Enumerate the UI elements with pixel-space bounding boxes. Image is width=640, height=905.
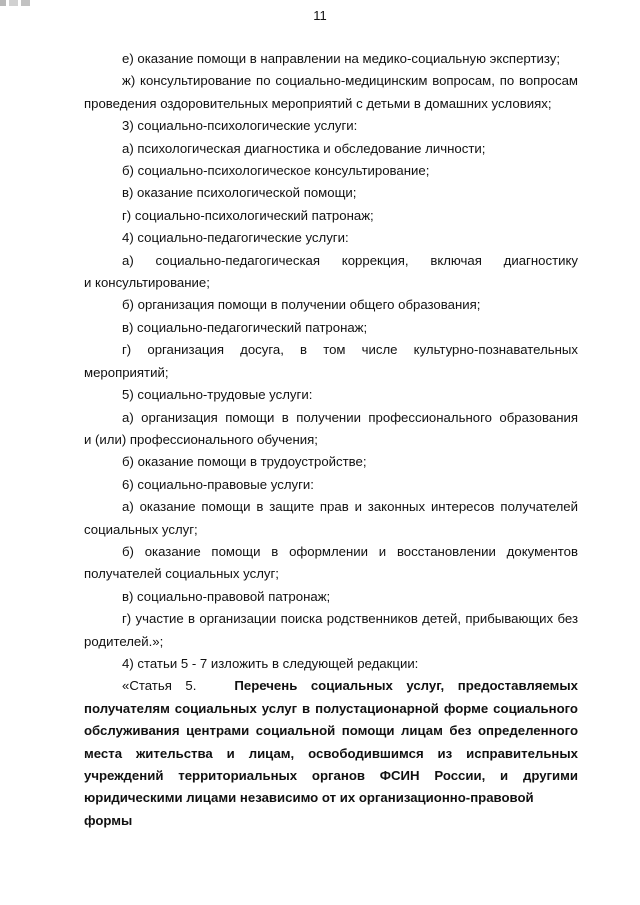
item-zh-consulting-line2: проведения оздоровительных мероприятий с детьми в домашних условиях; (84, 95, 552, 111)
item-6g-line2: родителей.»; (84, 633, 164, 649)
item-6b-line2: получателей социальных услуг; (84, 566, 279, 582)
item-6a-line1: а) оказание помощи в защите прав и законных интересов получателей (122, 499, 578, 515)
item-4v: в) социально-педагогический патронаж; (122, 319, 368, 335)
document-body (84, 48, 578, 832)
item-e-medical-expertise: е) оказание помощи в направлении на медико-социальную экспертизу; (122, 51, 561, 66)
article-5-title-line5: учреждений территориальных органов ФСИН России, и другими (84, 768, 578, 783)
article-5-title-line1 (84, 675, 578, 697)
amendment-instruction: 4) статьи 5 - 7 изложить в следующей редакции: (122, 655, 419, 671)
page-number: 11 (313, 8, 327, 23)
item-4g-line2: мероприятий; (84, 364, 169, 380)
item-6v: в) социально-правовой патронаж; (122, 588, 331, 604)
item-zh-consulting-line1: ж) консультирование по социально-медицинским вопросам, по вопросам (122, 73, 578, 89)
item-3b: б) социально-психологическое консультирование; (122, 163, 430, 179)
article-5-title-line2: получателям социальных услуг в полустационарной форме социального (84, 700, 578, 716)
item-3v: в) оказание психологической помощи; (122, 185, 357, 201)
section-3-heading: 3) социально-психологические услуги: (122, 118, 358, 134)
item-5a-line1: а) организация помощи в получении профессионального образования (122, 409, 578, 425)
section-4-heading: 4) социально-педагогические услуги: (122, 230, 349, 246)
item-4a-line1: а) социально-педагогическая коррекция, включая диагностику (122, 252, 578, 268)
item-5a-line2: и (или) профессионального обучения; (84, 431, 318, 447)
item-5b: б) оказание помощи в трудоустройстве; (122, 454, 367, 470)
item-4g-line1: г) организация досуга, в том числе культурно-познавательных (122, 342, 578, 358)
item-6b-line1: б) оказание помощи в оформлении и восстановлении документов (122, 543, 578, 559)
scan-corner-mark (0, 0, 30, 6)
item-6a-line2: социальных услуг; (84, 521, 198, 537)
item-4a-line2: и консультирование; (84, 275, 210, 291)
section-5-heading: 5) социально-трудовые услуги: (122, 387, 313, 403)
item-3a: а) психологическая диагностика и обследование личности; (122, 140, 486, 156)
section-6-heading: 6) социально-правовые услуги: (122, 476, 314, 492)
article-5-title-line3: обслуживания центрами социальной помощи лицам без определенного (84, 723, 578, 739)
item-4b: б) организация помощи в получении общего образования; (122, 297, 481, 313)
article-5-title-line4: места жительства и лицам, освободившимся из исправительных (84, 745, 578, 761)
article-5-title-line6: юридическими лицами независимо от их организационно-правовой формы (84, 790, 534, 828)
item-3g: г) социально-психологический патронаж; (122, 207, 374, 223)
article-5-title-part1: Перечень социальных услуг, предоставляемых (234, 678, 578, 694)
article-5-prefix: «Статья 5. (122, 678, 197, 694)
item-6g-line1: г) участие в организации поиска родственников детей, прибывающих без (122, 611, 578, 627)
